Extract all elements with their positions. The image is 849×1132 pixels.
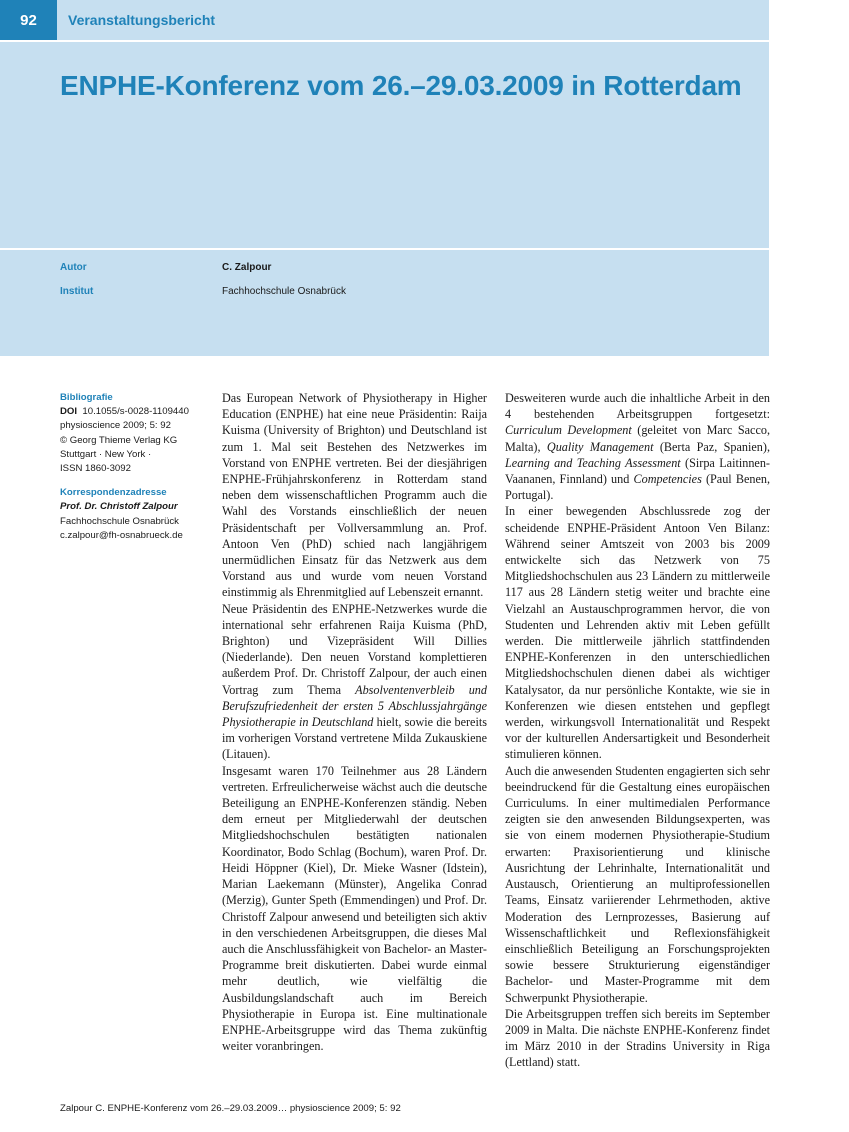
publisher-location: Stuttgart · New York · <box>60 448 152 460</box>
section-label: Veranstaltungsbericht <box>68 12 216 28</box>
doi-line <box>60 405 210 419</box>
article-title: ENPHE-Konferenz vom 26.–29.03.2009 in Rotterdam <box>60 70 742 101</box>
footer-citation: Zalpour C. ENPHE-Konferenz vom 26.–29.03.2009… physioscience 2009; 5: 92 <box>60 1103 401 1114</box>
correspondence-heading: Korrespondenzadresse <box>60 487 167 499</box>
page-number: 92 <box>0 0 57 40</box>
contact-email[interactable]: c.zalpour@fh-osnabrueck.de <box>60 529 183 541</box>
body-column-2 <box>505 390 770 1071</box>
paragraph: Insgesamt waren 170 Teilnehmer aus 28 Ländern vertreten. Erfreulicherweise wächst auch die deutsche Beteiligung an ENPHE-Konferenzen ständig. Neben dem erneut per Mitgliederwahl der deutschen Mitgliedshochschulen bestätigten nationalen Koordinator, Bodo Schlag (Bochum), waren Prof. Dr. Heidi Höppner (Kiel), Dr. Mieke Wasner (Idstein), Marian Laekemann (Münster), Angelika Conrad (Merzig), Gunter Speth (Emmendingen) und Prof. Dr. Christoff Zalpour anwesend und beteiligten sich aktiv in den verschiedenen Arbeitsgruppen, die dieses Mal auch die Anschlussfähigkeit von Bachelor- an Master-Programme breit diskutierten. Dabei wurde einmal mehr deutlich, wie vielfältig die Ausbildungslandschaft auch im Bereich Physiotherapie in Europa ist. Eine multinationale ENPHE-Arbeitsgruppe wird das Thema zukünftig weiter voranbringen. <box>222 763 487 1054</box>
journal-ref: physioscience 2009; 5: 92 <box>60 420 171 432</box>
doi-label: DOI <box>60 406 78 418</box>
paragraph: Neue Präsidentin des ENPHE-Netzwerkes wurde die international sehr erfahrenen Raija Kuisma (PhD, Brighton) und Vizepräsident Will Dillies (Niederlande). Den neuen Vorstand komplettieren außerdem Prof. Dr. Christoff Zalpour, der auch einen Vortrag zum Thema Absolventenverbleib und Berufszufriedenheit der ersten 5 Abschlussjahrgänge Physiotherapie in Deutschland hielt, sowie die bereits im vorherigen Vorstand vertretene Milda Zukauskiene (Litauen). <box>222 601 487 762</box>
body-column-1 <box>222 390 487 1054</box>
paragraph: Die Arbeitsgruppen treffen sich bereits im September 2009 in Malta. Die nächste ENPHE-Konferenz findet im März 2010 in der Stradins University in Riga (Lettland) statt. <box>505 1006 770 1070</box>
contact-name: Prof. Dr. Christoff Zalpour <box>60 501 178 513</box>
institute-name: Fachhochschule Osnabrück <box>222 286 346 297</box>
institute-label: Institut <box>60 286 94 297</box>
doi-value[interactable]: 10.1055/s-0028-1109440 <box>82 406 189 418</box>
sidebar <box>60 391 210 543</box>
paragraph: Das European Network of Physiotherapy in Higher Education (ENPHE) hat eine neue Präsidentin: Raija Kuisma (University of Brighton) und Deutschland ist zum 1. Mal seit Bestehen des Netzwerkes im Vorstand von ENPHE vertreten. Bei der diesjährigen ENPHE-Frühjahrskonferenz in Rotterdam stand neben dem wissenschaftlichen Programm auch die Wahl des Vorstands einschließlich der neuen Präsidentschaft per Vollversammlung an. Prof. Antoon Ven (PhD) schied nach langjährigem unermüdlichen Einsatz für das Netzwerk aus dem Vorstand aus und wurde vom neuen Vorstand einstimmig als Ehrenmitglied auf Lebenszeit ernannt. <box>222 391 487 600</box>
author-label: Autor <box>60 262 87 273</box>
paragraph: Auch die anwesenden Studenten engagierten sich sehr beeindruckend für die Gestaltung eines europäischen Curriculums. In einer multimedialen Performance zeigten sie den anwesenden Bildungsexperten, was sie von einem modernen Physiotherapie-Studium erwarten: Praxisorientierung und klinische Ausrichtung der Lehrinhalte, Internationalität und Austausch, Orientierung an multiprofessionellen Teams, Einsatz variierender Lehrmethoden, aktive Moderation des Lernprozesses, Basierung auf Wissenschaftlichkeit und Reflexionsfähigkeit einschließlich Beteiligung an Forschungsprojekten sowie bessere Strukturierung eigenständiger Bachelor- und Master-Programme mit dem Schwerpunkt Physiotherapie. <box>505 763 770 1005</box>
bibliography-heading: Bibliografie <box>60 392 113 403</box>
meta-band <box>0 250 769 356</box>
issn: ISSN 1860-3092 <box>60 463 131 475</box>
contact-institute: Fachhochschule Osnabrück <box>60 515 179 527</box>
author-name: C. Zalpour <box>222 262 272 273</box>
paragraph: In einer bewegenden Abschlussrede zog der scheidende ENPHE-Präsident Antoon Ven Bilanz: Während seiner Amtszeit von 2003 bis 2009 entwickelte sich das Netzwerk von 75 Mitgliedshochschulen aus 23 Ländern zu mittlerweile 117 aus 28 Ländern stetig weiter und brachte eine Vielzahl an Austauschprogrammen hervor, die von Studenten und Lehrenden aktiv mit Leben gefüllt werden. Die mittlerweile jährlich stattfindenden ENPHE-Konferenzen in den unterschiedlichen Mitgliedshochschulen dienen dabei als wichtiger Katalysator, da nur persönliche Kontakte, wie sie in Konferenzen wie diesen entstehen und gepflegt werden, wirkungsvoll Internationalität und Respekt vor der kulturellen Andersartigkeit und Besonderheit stimulieren können. <box>505 504 770 762</box>
copyright: © Georg Thieme Verlag KG <box>60 434 178 446</box>
paragraph: Desweiteren wurde auch die inhaltliche Arbeit in den 4 bestehenden Arbeitsgruppen fortgesetzt: Curriculum Development (geleitet von Marc Sacco, Malta), Quality Management (Berta Paz, Spanien), Learning and Teaching Assessment (Sirpa Laitinnen-Vaananen, Finnland) und Competencies (Paul Benen, Portugal). <box>505 391 770 503</box>
